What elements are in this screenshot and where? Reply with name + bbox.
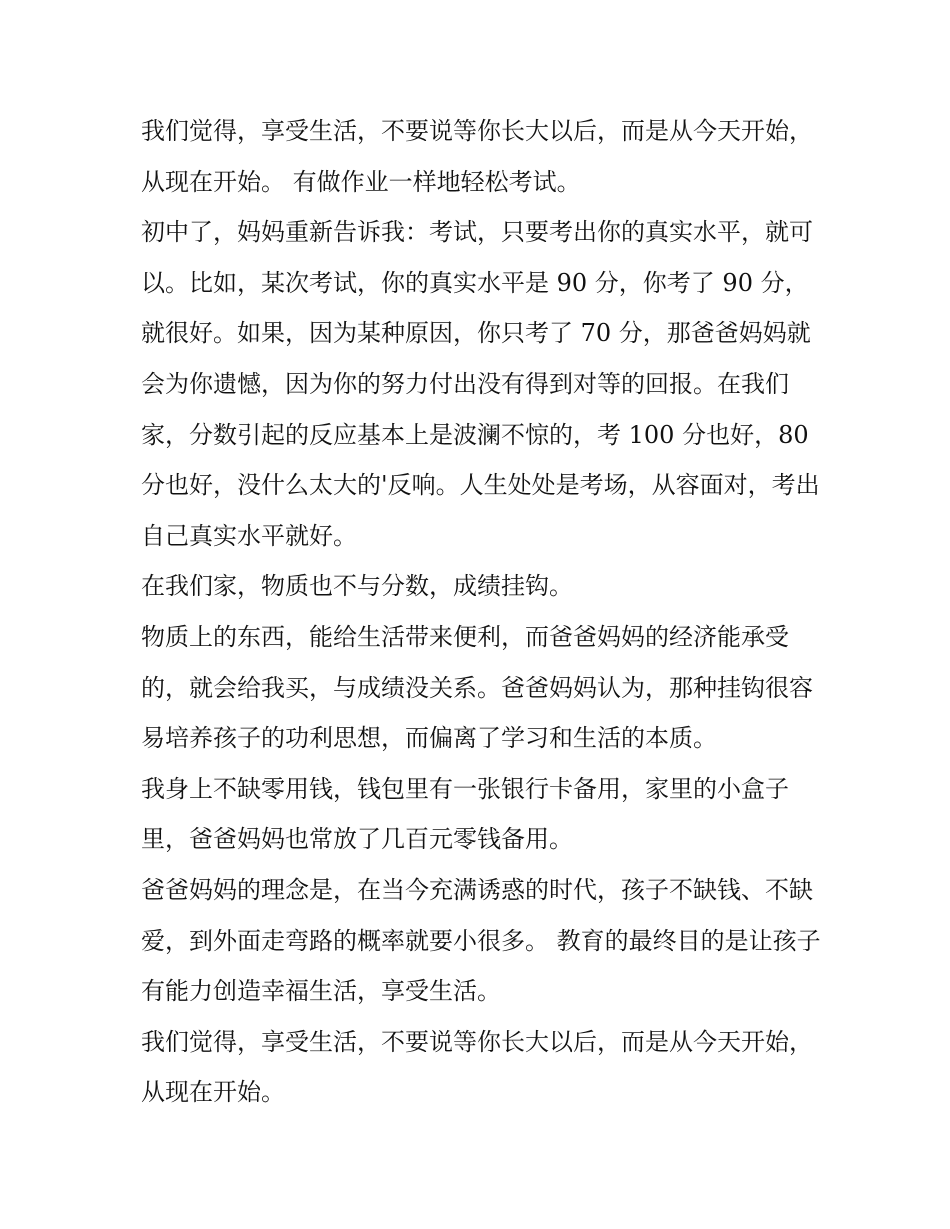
paragraph: 我身上不缺零用钱，钱包里有一张银行卡备用，家里的小盒子里，爸爸妈妈也常放了几百元零钱备用。 <box>141 774 789 854</box>
paragraph: 我们觉得，享受生活，不要说等你长大以后，而是从今天开始，从现在开始。 <box>141 1027 813 1107</box>
paragraph: 我们觉得，享受生活，不要说等你长大以后，而是从今天开始，从现在开始。 有做作业一样地轻松考试。 <box>141 117 813 196</box>
document-body <box>141 106 821 1118</box>
paragraph: 在我们家，物质也不与分数，成绩挂钩。 <box>141 572 573 601</box>
paragraph: 初中了，妈妈重新告诉我：考试，只要考出你的真实水平，就可以。比如，某次考试，你的真实水平是 90 分，你考了 90 分，就很好。如果，因为某种原因，你只考了 70 分，那爸爸妈妈就会为你遗憾，因为你的努力付出没有得到对等的回报。在我们家，分数引起的反应基本上是波澜不惊的，考 100 分也好，80 分也好，没什么太大的'反响。人生处处是考场，从容面对，考出自己真实水平就好。 <box>141 218 820 550</box>
paragraph: 爸爸妈妈的理念是，在当今充满诱惑的时代，孩子不缺钱、不缺爱，到外面走弯路的概率就要小很多。 教育的最终目的是让孩子有能力创造幸福生活，享受生活。 <box>141 875 821 1006</box>
paragraph: 物质上的东西，能给生活带来便利，而爸爸妈妈的经济能承受的，就会给我买，与成绩没关系。爸爸妈妈认为，那种挂钩很容易培养孩子的功利思想，而偏离了学习和生活的本质。 <box>141 622 813 753</box>
